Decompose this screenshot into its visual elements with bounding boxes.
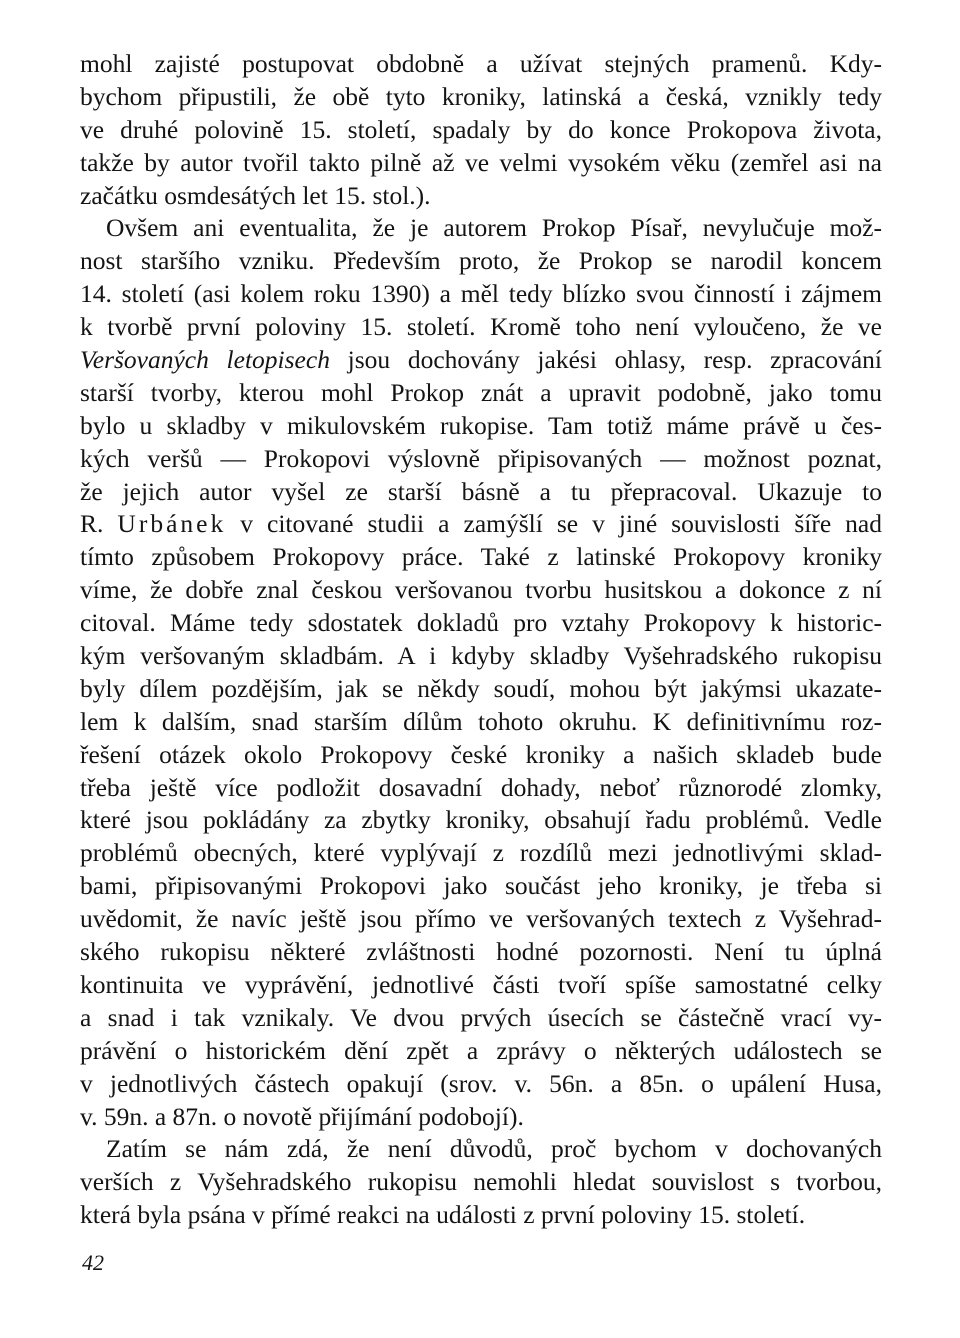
text-line: nost staršího vzniku. Především proto, že Prokop se narodil koncem	[80, 246, 882, 276]
text-line	[80, 344, 882, 377]
page-body	[80, 48, 882, 1232]
text-line: byly dílem pozdějším, jak se někdy soudí, mohou být jakýmsi ukazate-	[80, 673, 882, 703]
text-line: bami, připisovanými Prokopovi jako součást jeho kroniky, je třeba si	[80, 871, 882, 901]
page-number: 42	[82, 1250, 104, 1275]
text-line: že jejich autor vyšel ze starší básně a tu přepracoval. Ukazuje to	[80, 476, 882, 506]
text-line: bylo u skladby v mikulovském rukopise. Tam totiž máme právě u čes-	[80, 410, 882, 440]
spaced-author-name: Urbánek	[117, 509, 227, 539]
text-fragment: jsou dochovány jakési ohlasy, resp. zpracování	[329, 345, 882, 375]
text-fragment: R.	[80, 509, 118, 539]
text-line: citoval. Máme tedy sdostatek dokladů pro vztahy Prokopovy k historic-	[80, 608, 882, 638]
text-line: v jednotlivých částech opakují (srov. v. 56n. a 85n. o upálení Husa,	[80, 1068, 882, 1098]
text-line: v. 59n. a 87n. o novotě přijímání podobojí).	[80, 1101, 524, 1131]
text-line: takže by autor tvořil takto pilně až ve velmi vysokém věku (zemřel asi na	[80, 147, 882, 177]
text-line: lem k dalším, snad starším dílům tohoto okruhu. K definitivnímu roz-	[80, 706, 882, 736]
text-line	[80, 508, 882, 541]
text-line: problémů obecných, které vyplývají z rozdílů mezi jednotlivými sklad-	[80, 838, 882, 868]
text-line: bychom připustili, že obě tyto kroniky, latinská a česká, vznikly tedy	[80, 81, 882, 111]
text-line: začátku osmdesátých let 15. stol.).	[80, 180, 431, 210]
text-line: a snad i tak vznikaly. Ve dvou prvých úsecích se částečně vrací vy-	[80, 1002, 882, 1032]
text-line: ve druhé polovině 15. století, spadaly by do konce Prokopova života,	[80, 114, 882, 144]
text-line: tímto způsobem Prokopovy práce. Také z latinské Prokopovy kroniky	[80, 542, 882, 572]
text-line: které jsou pokládány za zbytky kroniky, obsahují řadu problémů. Vedle	[80, 805, 882, 835]
text-line: Zatím se nám zdá, že není důvodů, proč bychom v dochovaných	[106, 1134, 882, 1164]
text-line: Ovšem ani eventualita, že je autorem Prokop Písař, nevylučuje mož-	[106, 213, 882, 243]
text-block	[80, 48, 882, 1232]
text-line: k tvorbě první poloviny 15. století. Kromě toho není vyloučeno, že ve	[80, 312, 882, 342]
text-line: právění o historickém dění zpět a zprávy o některých událostech se	[80, 1035, 882, 1065]
text-line: kých veršů — Prokopovi výslovně připisovaných — možnost poznat,	[80, 443, 882, 473]
text-line: řešení otázek okolo Prokopovy české kroniky a našich skladeb bude	[80, 739, 882, 769]
text-line: víme, že dobře znal českou veršovanou tvorbu husitskou a dokonce z ní	[80, 575, 882, 605]
text-line: kontinuita ve vyprávění, jednotlivé části tvoří spíše samostatné celky	[80, 969, 882, 999]
text-fragment: v citované studii a zamýšlí se v jiné souvislosti šíře nad	[226, 509, 882, 539]
italic-title: Veršovaných letopisech	[80, 345, 330, 375]
text-line: starší tvorby, kterou mohl Prokop znát a upravit podobně, jako tomu	[80, 377, 882, 407]
text-line: která byla psána v přímé reakci na události z první poloviny 15. století.	[80, 1200, 806, 1230]
text-line: 14. století (asi kolem roku 1390) a měl tedy blízko svou činností i zájmem	[80, 279, 882, 309]
text-line: ského rukopisu některé zvláštnosti hodné pozornosti. Není tu úplná	[80, 937, 882, 967]
text-line: uvědomit, že navíc ještě jsou přímo ve veršovaných textech z Vyšehrad-	[80, 904, 882, 934]
text-line: mohl zajisté postupovat obdobně a užívat stejných pramenů. Kdy-	[80, 49, 882, 78]
text-line: verších z Vyšehradského rukopisu nemohli hledat souvislost s tvorbou,	[80, 1167, 882, 1197]
text-line: třeba ještě více podložit dosavadní dohady, neboť různorodé zlomky,	[80, 772, 882, 802]
text-line: kým veršovaným skladbám. A i kdyby skladby Vyšehradského rukopisu	[80, 641, 882, 671]
